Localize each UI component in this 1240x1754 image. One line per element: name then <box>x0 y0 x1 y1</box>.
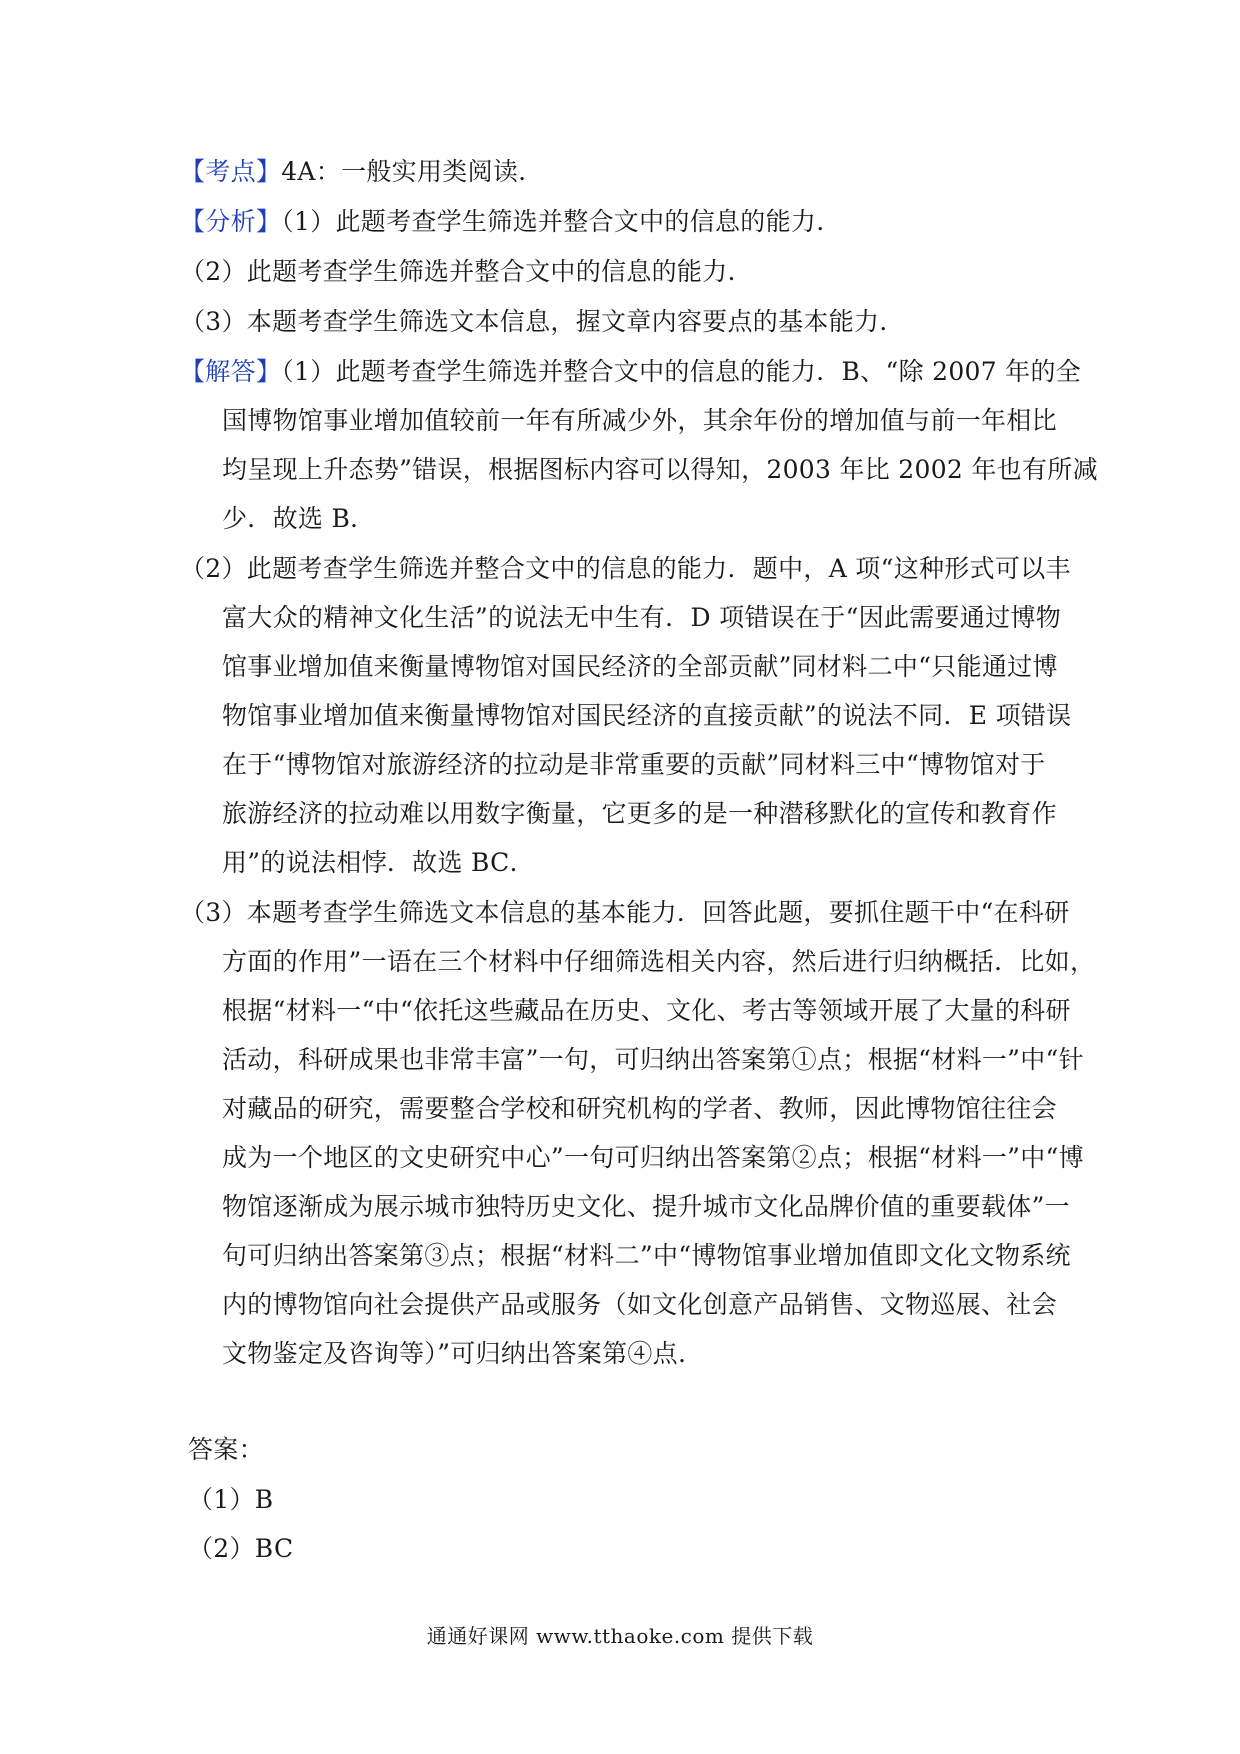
jieda-p3-line-9: 内的博物馆向社会提供产品或服务（如文化创意产品销售、文物巡展、社会 <box>222 1290 1057 1319</box>
jieda-p2-line-1: （2）此题考查学生筛选并整合文中的信息的能力．题中，A 项“这种形式可以丰 <box>180 554 1071 583</box>
jieda-p2-line-3: 馆事业增加值来衡量博物馆对国民经济的全部贡献”同材料二中“只能通过博 <box>222 652 1058 681</box>
fenxi-line-2: （2）此题考查学生筛选并整合文中的信息的能力. <box>180 257 736 286</box>
jieda-p3-line-4: 活动，科研成果也非常丰富”一句，可归纳出答案第①点；根据“材料一”中“针 <box>222 1045 1084 1074</box>
jieda-p2-line-6: 旅游经济的拉动难以用数字衡量，它更多的是一种潜移默化的宣传和教育作 <box>222 799 1057 828</box>
jieda-p1-line-2: 国博物馆事业增加值较前一年有所减少外，其余年份的增加值与前一年相比 <box>222 406 1057 435</box>
jieda-p3-line-3: 根据“材料一“中“依托这些藏品在历史、文化、考古等领域开展了大量的科研 <box>222 996 1071 1025</box>
jieda-p2-line-4: 物馆事业增加值来衡量博物馆对国民经济的直接贡献”的说法不同．E 项错误 <box>222 701 1072 730</box>
answer-item-1: （1）B <box>188 1485 274 1514</box>
jieda-p3-line-1: （3）本题考查学生筛选文本信息的基本能力．回答此题，要抓住题干中“在科研 <box>180 898 1070 927</box>
jieda-p1-line-3: 均呈现上升态势”错误，根据图标内容可以得知，2003 年比 2002 年也有所减 <box>222 455 1098 484</box>
fenxi-line-3: （3）本题考查学生筛选文本信息，握文章内容要点的基本能力. <box>180 307 888 336</box>
jieda-p3-line-2: 方面的作用”一语在三个材料中仔细筛选相关内容，然后进行归纳概括．比如， <box>222 947 1096 976</box>
jieda-line-1 <box>180 355 1081 389</box>
kaodian-line <box>180 155 526 189</box>
jieda-p3-line-8: 句可归纳出答案第③点；根据“材料二”中“博物馆事业增加值即文化文物系统 <box>222 1241 1071 1270</box>
jieda-p3-line-10: 文物鉴定及咨询等）”可归纳出答案第④点. <box>222 1339 687 1368</box>
jieda-tag: 【解答】 <box>180 357 282 386</box>
jieda-p3-line-7: 物馆逐渐成为展示城市独特历史文化、提升城市文化品牌价值的重要载体”一 <box>222 1192 1070 1221</box>
jieda-p3-line-6: 成为一个地区的文史研究中心”一句可归纳出答案第②点；根据“材料一”中“博 <box>222 1143 1084 1172</box>
page-footer: 通通好课网 www.tthaoke.com 提供下载 <box>426 1624 814 1648</box>
jieda-p1-text-1: （1）此题考查学生筛选并整合文中的信息的能力．B、“除 2007 年的全 <box>281 357 1082 386</box>
jieda-p3-line-5: 对藏品的研究，需要整合学校和研究机构的学者、教师，因此博物馆往往会 <box>222 1094 1057 1123</box>
fenxi-text-1: （1）此题考查学生筛选并整合文中的信息的能力. <box>281 207 825 236</box>
jieda-p2-line-2: 富大众的精神文化生活”的说法无中生有．D 项错误在于“因此需要通过博物 <box>222 603 1062 632</box>
answer-heading: 答案： <box>188 1435 264 1464</box>
kaodian-tag: 【考点】 <box>180 157 282 186</box>
answer-item-2: （2）BC <box>188 1534 294 1563</box>
jieda-p2-line-7: 用”的说法相悖．故选 BC． <box>222 848 535 877</box>
kaodian-text: 4A：一般实用类阅读. <box>281 157 527 186</box>
fenxi-line-1 <box>180 205 824 239</box>
jieda-p1-line-4: 少．故选 B． <box>222 504 376 533</box>
fenxi-tag: 【分析】 <box>180 207 282 236</box>
jieda-p2-line-5: 在于“博物馆对旅游经济的拉动是非常重要的贡献”同材料三中“博物馆对于 <box>222 750 1046 779</box>
